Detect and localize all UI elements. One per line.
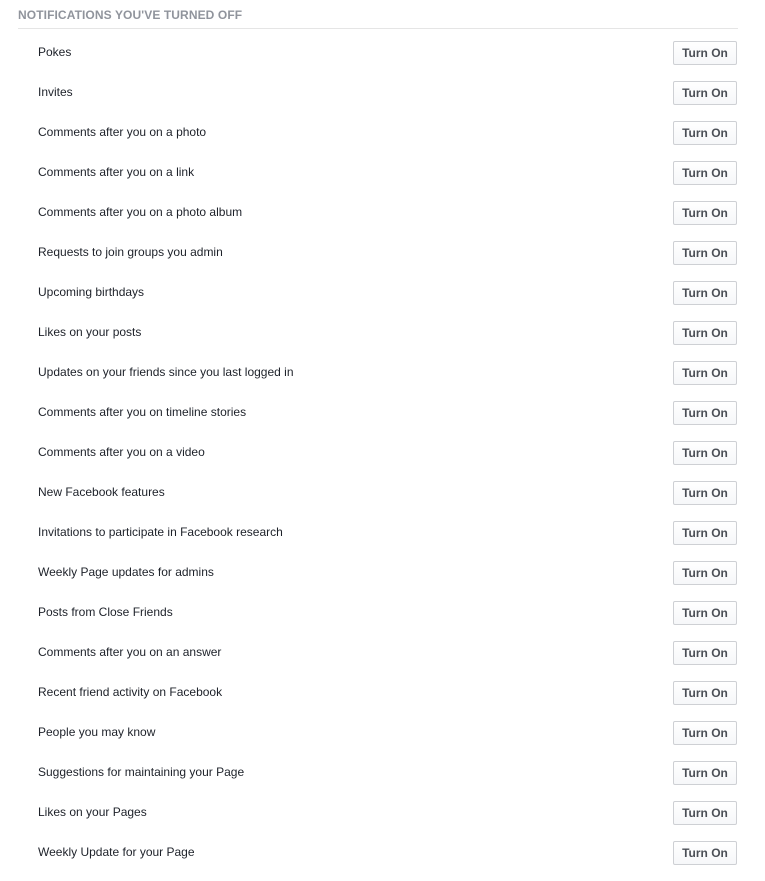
- notification-label: Likes on your Pages: [38, 805, 147, 819]
- turn-on-button[interactable]: Turn On: [673, 481, 737, 505]
- notification-label: New Facebook features: [38, 485, 165, 499]
- notification-row: [0, 753, 765, 793]
- notification-row: [0, 433, 765, 473]
- notification-row: [0, 713, 765, 753]
- notification-label: Requests to join groups you admin: [38, 245, 223, 259]
- turn-on-button[interactable]: Turn On: [673, 401, 737, 425]
- notification-row: [0, 73, 765, 113]
- notification-label: Comments after you on a photo album: [38, 205, 243, 219]
- notification-label: Updates on your friends since you last logged in: [38, 365, 294, 379]
- turn-on-button[interactable]: Turn On: [673, 81, 737, 105]
- notification-row: [0, 273, 765, 313]
- notification-label: Invitations to participate in Facebook research: [38, 525, 283, 539]
- turn-on-button[interactable]: Turn On: [673, 841, 737, 865]
- turn-on-button[interactable]: Turn On: [673, 601, 737, 625]
- turn-on-button[interactable]: Turn On: [673, 241, 737, 265]
- turn-on-button[interactable]: Turn On: [673, 41, 737, 65]
- turn-on-button[interactable]: Turn On: [673, 321, 737, 345]
- turn-on-button[interactable]: Turn On: [673, 361, 737, 385]
- notification-label: Likes on your posts: [38, 325, 142, 339]
- notification-label: Comments after you on an answer: [38, 645, 222, 659]
- notification-row: [0, 633, 765, 673]
- notification-row: [0, 833, 765, 873]
- notification-label: Weekly Update for your Page: [38, 845, 195, 859]
- notification-label: Pokes: [38, 45, 72, 59]
- notification-row: [0, 353, 765, 393]
- turn-on-button[interactable]: Turn On: [673, 521, 737, 545]
- turn-on-button[interactable]: Turn On: [673, 161, 737, 185]
- turn-on-button[interactable]: Turn On: [673, 441, 737, 465]
- notification-label: Recent friend activity on Facebook: [38, 685, 223, 699]
- notification-row: [0, 193, 765, 233]
- turn-on-button[interactable]: Turn On: [673, 281, 737, 305]
- notification-row: [0, 593, 765, 633]
- notification-label: Comments after you on a link: [38, 165, 195, 179]
- notification-label: Comments after you on a photo: [38, 125, 207, 139]
- notification-row: [0, 673, 765, 713]
- turn-on-button[interactable]: Turn On: [673, 561, 737, 585]
- notification-row: [0, 313, 765, 353]
- notification-label: Upcoming birthdays: [38, 285, 145, 299]
- notification-list: [0, 33, 765, 873]
- notification-label: Comments after you on timeline stories: [38, 405, 247, 419]
- section-title: NOTIFICATIONS YOU'VE TURNED OFF: [18, 8, 243, 22]
- notification-label: People you may know: [38, 725, 156, 739]
- turn-on-button[interactable]: Turn On: [673, 641, 737, 665]
- notification-label: Posts from Close Friends: [38, 605, 173, 619]
- notification-row: [0, 33, 765, 73]
- notification-row: [0, 793, 765, 833]
- notification-row: [0, 513, 765, 553]
- turn-on-button[interactable]: Turn On: [673, 761, 737, 785]
- notification-row: [0, 553, 765, 593]
- notification-row: [0, 233, 765, 273]
- notification-row: [0, 113, 765, 153]
- notification-row: [0, 473, 765, 513]
- notification-row: [0, 393, 765, 433]
- turn-on-button[interactable]: Turn On: [673, 201, 737, 225]
- turn-on-button[interactable]: Turn On: [673, 801, 737, 825]
- notification-label: Weekly Page updates for admins: [38, 565, 214, 579]
- section-divider: [18, 28, 738, 29]
- notification-label: Comments after you on a video: [38, 445, 205, 459]
- turn-on-button[interactable]: Turn On: [673, 681, 737, 705]
- turn-on-button[interactable]: Turn On: [673, 721, 737, 745]
- notification-label: Suggestions for maintaining your Page: [38, 765, 245, 779]
- notification-row: [0, 153, 765, 193]
- notification-label: Invites: [38, 85, 73, 99]
- turn-on-button[interactable]: Turn On: [673, 121, 737, 145]
